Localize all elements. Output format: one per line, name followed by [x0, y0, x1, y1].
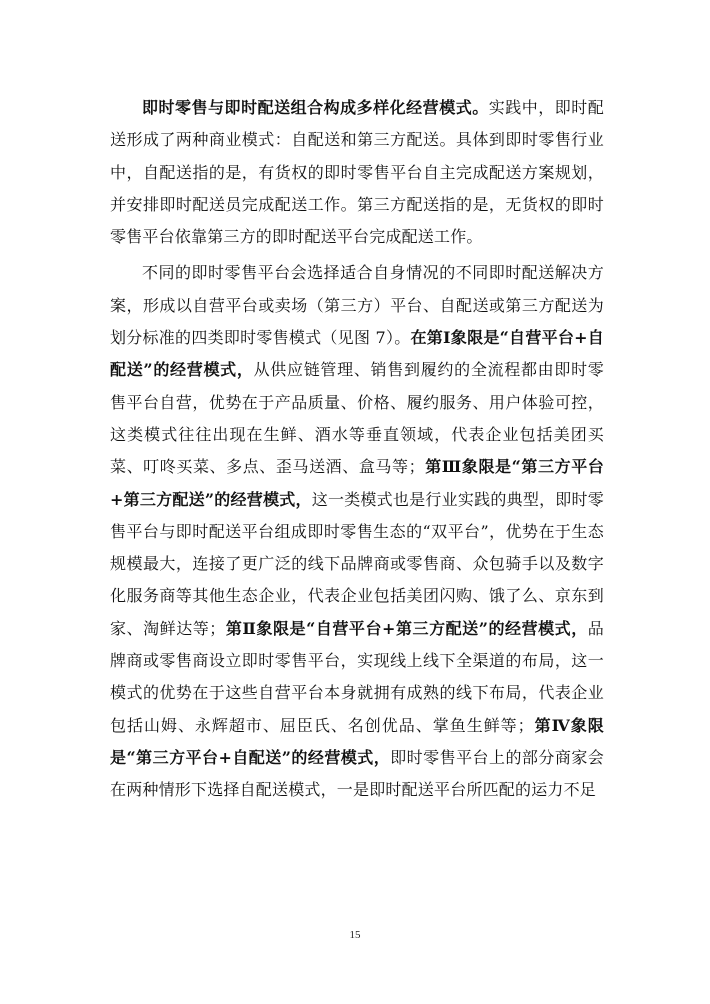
- quadrant-2-heading: 第Ⅱ象限是“自营平台+第三方配送”的经营模式，: [225, 618, 588, 638]
- quadrant-1-heading: 在第Ⅰ象限是“自营平台+自配送”的经营模式，: [110, 328, 604, 380]
- quadrant-2-text: 品牌商或零售商设立即时零售平台，实现线上线下全渠道的布局，这一模式的优势在于这些自营平台本身就拥有成熟的线下布局，代表企业包括山姆、永辉超市、屈臣氏、名创优品、掌鱼生鲜等；: [110, 618, 604, 735]
- quadrant-4-heading: 第Ⅳ象限是“第三方平台+自配送”的经营模式，: [110, 715, 604, 767]
- quadrant-1-text: 从供应链管理、销售到履约的全流程都由即时零售平台自营，优势在于产品质量、价格、履约服务、用户体验可控，这类模式往往出现在生鲜、酒水等垂直领域，代表企业包括美团买菜、叮咚买菜、多点、歪马送酒、盒马等；: [110, 360, 604, 477]
- page-number: 15: [349, 929, 361, 941]
- document-body: [110, 92, 604, 807]
- paragraph-1-body: 实践中，即时配送形成了两种商业模式：自配送和第三方配送。具体到即时零售行业中，自配送指的是，有货权的即时零售平台自主完成配送方案规划，并安排即时配送员完成配送工作。第三方配送指的是，无货权的即时零售平台依靠第三方的即时配送平台完成配送工作。: [110, 98, 604, 247]
- quadrant-3-text: 这一类模式也是行业实践的典型，即时零售平台与即时配送平台组成即时零售生态的“双平台”，优势在于生态规模最大，连接了更广泛的线下品牌商或零售商、众包骑手以及数字化服务商等其他生态企业，代表企业包括美团闪购、饿了么、京东到家、淘鲜达等；: [110, 489, 604, 638]
- paragraph-2: [110, 257, 604, 806]
- quadrant-4-text: 即时零售平台上的部分商家会在两种情形下选择自配送模式，一是即时配送平台所匹配的运力不足: [110, 747, 604, 800]
- quadrant-3-heading: 第Ⅲ象限是“第三方平台+第三方配送”的经营模式，: [110, 457, 604, 509]
- paragraph-2-intro: 不同的即时零售平台会选择适合自身情况的不同即时配送解决方案，形成以自营平台或卖场（第三方）平台、自配送或第三方配送为划分标准的四类即时零售模式（见图 7）。: [110, 263, 604, 348]
- paragraph-1-lead-bold: 即时零售与即时配送组合构成多样化经营模式。: [142, 98, 489, 117]
- paragraph-1: [110, 92, 604, 253]
